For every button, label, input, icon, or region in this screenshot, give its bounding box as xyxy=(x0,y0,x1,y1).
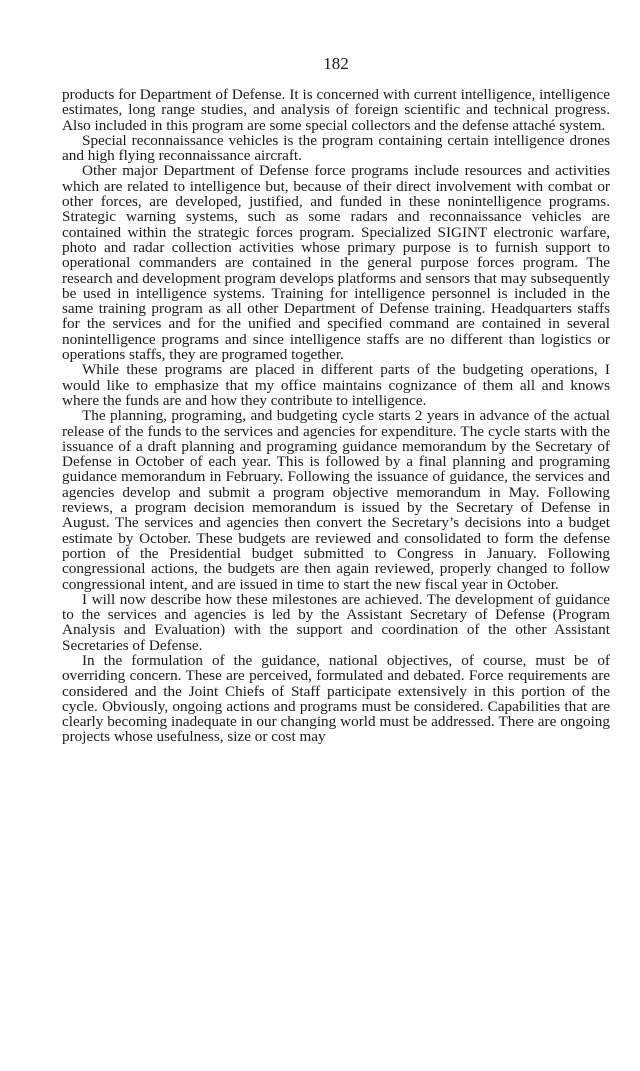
paragraph-guidance-formulation: In the formulation of the guidance, national objectives, of course, must be of overriding concern. These are perceived, formulated and debated. Force requirements are considered and the Joint Chiefs of Staff participate extensively in this portion of the cycle. Obviously, ongoing actions and programs must be considered. Capabilities that are clearly becoming inadequate in our changing world must be addressed. There are ongoing projects whose usefulness, size or cost may xyxy=(62,651,610,746)
paragraph-continued: products for Department of Defense. It is concerned with current intelligence, intelligence estimates, long range studies, and analysis of foreign scientific and technical progress. Also included in this program are some special collectors and the defense attaché system. xyxy=(62,86,610,134)
paragraph-budgeting-operations: While these programs are placed in different parts of the budgeting operations, I would like to emphasize that my office maintains cognizance of them all and knows where the funds are and how they contribute to intelligence. xyxy=(62,361,610,409)
page-number: 182 xyxy=(323,54,349,73)
paragraph-special-reconnaissance: Special reconnaissance vehicles is the program containing certain intelligence drones and high flying reconnaissance aircraft. xyxy=(62,131,610,165)
document-page xyxy=(62,0,610,745)
paragraph-ppb-cycle: The planning, programing, and budgeting cycle starts 2 years in advance of the actual release of the funds to the services and agencies for expenditure. The cycle starts with the issuance of a draft planning and programing guidance memorandum by the Secretary of Defense in October of each year. This is followed by a final planning and programing guidance memorandum in February. Following the issuance of guidance, the services and agencies develop and submit a program objective memorandum in May. Following reviews, a program decision memorandum is issued by the Secretary of Defense in August. The services and agencies then convert the Secretary’s decisions into a budget estimate by October. These budgets are reviewed and consolidated to form the defense portion of the Presidential budget submitted to Congress in January. Following congressional actions, the budgets are then again reviewed, properly changed to follow congressional intent, and are issued in time to start the new fiscal year in October. xyxy=(62,407,610,593)
paragraph-milestones: I will now describe how these milestones are achieved. The development of guidance to the services and agencies is led by the Assistant Secretary of Defense (Program Analysis and Evaluation) with the support and coordination of the other Assistant Secretaries of Defense. xyxy=(62,590,610,654)
paragraph-other-force-programs: Other major Department of Defense force programs include resources and activities which are related to intelligence but, because of their direct involvement with combat or other forces, are developed, justified, and funded in these nonintelligence programs. Strategic warning systems, such as some radars and reconnaissance vehicles are contained within the strategic forces program. Specialized SIGINT electronic warfare, photo and radar collection activities whose primary purpose is to furnish support to operational commanders are contained in the general purpose forces program. The research and development program develops platforms and sensors that may subsequently be used in intelligence systems. Training for intelligence personnel is included in the same training program as all other Department of Defense training. Headquarters staffs for the services and for the unified and specified command are contained in several nonintelligence programs and since intelligence staffs are no different than logistics or operations staffs, they are programed together. xyxy=(62,162,610,364)
